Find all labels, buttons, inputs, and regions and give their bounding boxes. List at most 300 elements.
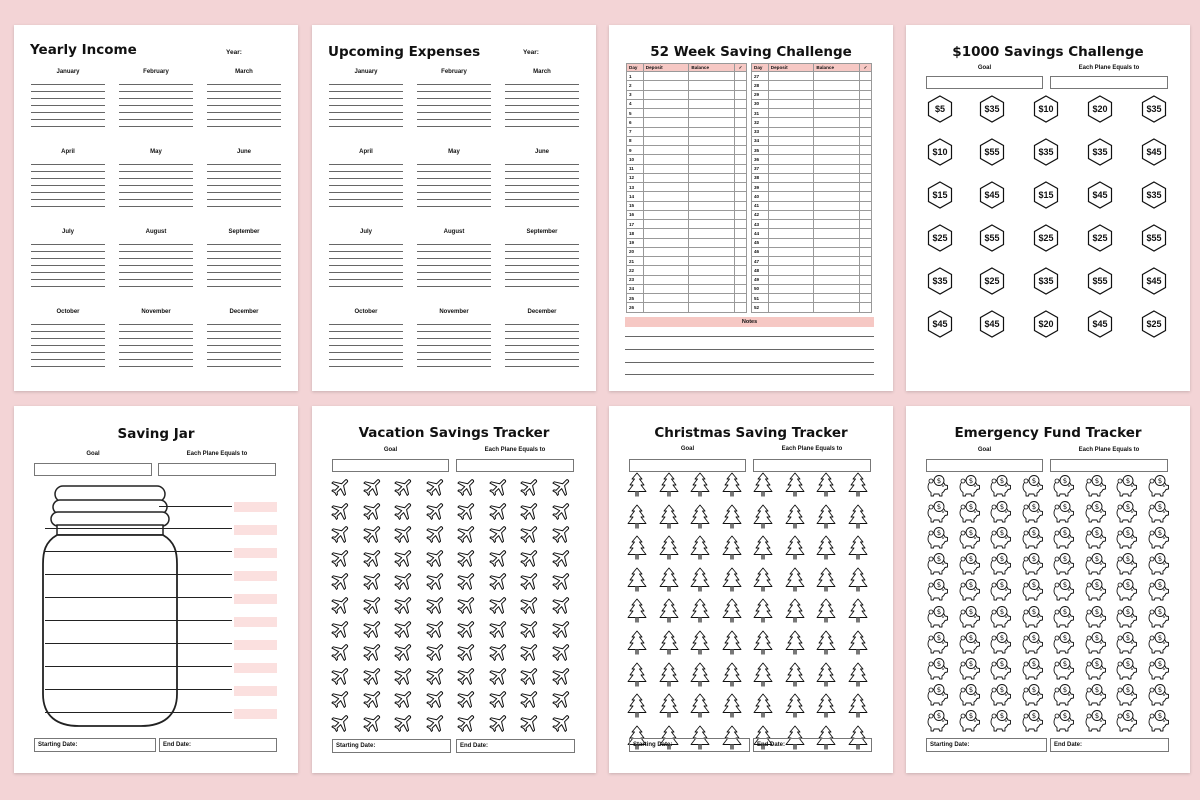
entry-line[interactable]	[417, 98, 491, 99]
amount-hexagon[interactable]	[978, 138, 1006, 166]
piggy-bank-icon[interactable]	[1082, 526, 1108, 553]
entry-line[interactable]	[207, 366, 281, 367]
entry-line[interactable]	[119, 324, 193, 325]
entry-line[interactable]	[417, 112, 491, 113]
christmas-tree-icon[interactable]	[659, 598, 685, 625]
entry-line[interactable]	[119, 185, 193, 186]
entry-cell[interactable]	[768, 284, 814, 293]
christmas-tree-icon[interactable]	[627, 693, 653, 720]
check-cell[interactable]	[734, 257, 746, 266]
christmas-tree-icon[interactable]	[690, 472, 716, 499]
entry-cell[interactable]	[814, 99, 860, 108]
piggy-bank-icon[interactable]	[956, 709, 982, 736]
christmas-tree-icon[interactable]	[722, 504, 748, 531]
entry-cell[interactable]	[643, 127, 689, 136]
check-cell[interactable]	[734, 284, 746, 293]
entry-line[interactable]	[505, 171, 579, 172]
entry-cell[interactable]	[814, 201, 860, 210]
entry-line[interactable]	[505, 119, 579, 120]
christmas-tree-icon[interactable]	[690, 630, 716, 657]
piggy-bank-icon[interactable]	[1113, 552, 1139, 579]
entry-line[interactable]	[417, 324, 491, 325]
piggy-bank-icon[interactable]	[1113, 474, 1139, 501]
entry-line[interactable]	[31, 119, 105, 120]
christmas-tree-icon[interactable]	[659, 693, 685, 720]
entry-cell[interactable]	[768, 229, 814, 238]
entry-cell[interactable]	[689, 99, 735, 108]
goal-field[interactable]	[629, 459, 746, 472]
entry-line[interactable]	[505, 105, 579, 106]
christmas-tree-icon[interactable]	[627, 472, 653, 499]
entry-line[interactable]	[329, 199, 403, 200]
entry-cell[interactable]	[689, 109, 735, 118]
entry-cell[interactable]	[814, 109, 860, 118]
entry-cell[interactable]	[643, 294, 689, 303]
entry-line[interactable]	[505, 251, 579, 252]
piggy-bank-icon[interactable]	[1145, 474, 1171, 501]
piggy-bank-icon[interactable]	[1019, 683, 1045, 710]
christmas-tree-icon[interactable]	[659, 630, 685, 657]
entry-line[interactable]	[31, 91, 105, 92]
amount-hexagon[interactable]	[926, 224, 954, 252]
piggy-bank-icon[interactable]	[1050, 552, 1076, 579]
check-cell[interactable]	[859, 192, 871, 201]
entry-line[interactable]	[417, 331, 491, 332]
entry-cell[interactable]	[768, 99, 814, 108]
entry-line[interactable]	[31, 126, 105, 127]
entry-line[interactable]	[505, 338, 579, 339]
piggy-bank-icon[interactable]	[1050, 709, 1076, 736]
entry-line[interactable]	[329, 98, 403, 99]
entry-line[interactable]	[119, 199, 193, 200]
entry-line[interactable]	[417, 192, 491, 193]
amount-hexagon[interactable]	[1032, 95, 1060, 123]
entry-line[interactable]	[207, 199, 281, 200]
entry-line[interactable]	[207, 345, 281, 346]
christmas-tree-icon[interactable]	[722, 630, 748, 657]
entry-cell[interactable]	[814, 90, 860, 99]
christmas-tree-icon[interactable]	[848, 535, 874, 562]
jar-amount-field[interactable]	[234, 548, 277, 558]
entry-line[interactable]	[31, 171, 105, 172]
check-cell[interactable]	[859, 173, 871, 182]
amount-hexagon[interactable]	[1086, 181, 1114, 209]
entry-line[interactable]	[207, 265, 281, 266]
christmas-tree-icon[interactable]	[848, 598, 874, 625]
entry-line[interactable]	[119, 272, 193, 273]
entry-line[interactable]	[119, 251, 193, 252]
christmas-tree-icon[interactable]	[690, 504, 716, 531]
entry-line[interactable]	[119, 258, 193, 259]
piggy-bank-icon[interactable]	[1145, 605, 1171, 632]
entry-line[interactable]	[119, 206, 193, 207]
entry-line[interactable]	[119, 119, 193, 120]
piggy-bank-icon[interactable]	[956, 552, 982, 579]
check-cell[interactable]	[734, 118, 746, 127]
entry-line[interactable]	[417, 84, 491, 85]
entry-line[interactable]	[31, 258, 105, 259]
each-plane-field[interactable]	[1050, 459, 1168, 472]
entry-cell[interactable]	[768, 146, 814, 155]
amount-hexagon[interactable]	[1086, 267, 1114, 295]
entry-line[interactable]	[417, 178, 491, 179]
jar-amount-field[interactable]	[234, 525, 277, 535]
piggy-bank-icon[interactable]	[1019, 500, 1045, 527]
entry-cell[interactable]	[643, 238, 689, 247]
check-cell[interactable]	[734, 220, 746, 229]
entry-line[interactable]	[119, 192, 193, 193]
entry-line[interactable]	[119, 126, 193, 127]
entry-line[interactable]	[207, 338, 281, 339]
entry-cell[interactable]	[768, 192, 814, 201]
entry-line[interactable]	[207, 119, 281, 120]
entry-cell[interactable]	[643, 257, 689, 266]
entry-line[interactable]	[505, 258, 579, 259]
entry-cell[interactable]	[643, 90, 689, 99]
check-cell[interactable]	[859, 238, 871, 247]
entry-line[interactable]	[329, 178, 403, 179]
piggy-bank-icon[interactable]	[1050, 605, 1076, 632]
entry-cell[interactable]	[768, 210, 814, 219]
christmas-tree-icon[interactable]	[816, 662, 842, 689]
entry-cell[interactable]	[768, 257, 814, 266]
check-cell[interactable]	[859, 247, 871, 256]
entry-line[interactable]	[329, 119, 403, 120]
check-cell[interactable]	[859, 284, 871, 293]
entry-cell[interactable]	[814, 294, 860, 303]
entry-cell[interactable]	[814, 284, 860, 293]
amount-hexagon[interactable]	[1140, 310, 1168, 338]
piggy-bank-icon[interactable]	[1113, 709, 1139, 736]
piggy-bank-icon[interactable]	[1082, 500, 1108, 527]
piggy-bank-icon[interactable]	[924, 631, 950, 658]
christmas-tree-icon[interactable]	[816, 535, 842, 562]
entry-line[interactable]	[329, 359, 403, 360]
entry-line[interactable]	[329, 112, 403, 113]
entry-line[interactable]	[119, 91, 193, 92]
entry-line[interactable]	[207, 178, 281, 179]
entry-cell[interactable]	[643, 155, 689, 164]
piggy-bank-icon[interactable]	[1050, 631, 1076, 658]
piggy-bank-icon[interactable]	[1082, 683, 1108, 710]
check-cell[interactable]	[859, 275, 871, 284]
amount-hexagon[interactable]	[1140, 95, 1168, 123]
piggy-bank-icon[interactable]	[956, 578, 982, 605]
piggy-bank-icon[interactable]	[1019, 578, 1045, 605]
piggy-bank-icon[interactable]	[1082, 709, 1108, 736]
entry-cell[interactable]	[643, 109, 689, 118]
amount-hexagon[interactable]	[926, 267, 954, 295]
christmas-tree-icon[interactable]	[722, 535, 748, 562]
entry-line[interactable]	[329, 185, 403, 186]
check-cell[interactable]	[734, 210, 746, 219]
entry-cell[interactable]	[768, 183, 814, 192]
entry-line[interactable]	[119, 98, 193, 99]
entry-line[interactable]	[207, 164, 281, 165]
piggy-bank-icon[interactable]	[1050, 526, 1076, 553]
entry-line[interactable]	[417, 91, 491, 92]
entry-cell[interactable]	[814, 81, 860, 90]
check-cell[interactable]	[734, 90, 746, 99]
piggy-bank-icon[interactable]	[956, 683, 982, 710]
christmas-tree-icon[interactable]	[753, 630, 779, 657]
entry-line[interactable]	[31, 345, 105, 346]
piggy-bank-icon[interactable]	[987, 526, 1013, 553]
piggy-bank-icon[interactable]	[1019, 709, 1045, 736]
entry-line[interactable]	[31, 331, 105, 332]
amount-hexagon[interactable]	[978, 95, 1006, 123]
check-cell[interactable]	[859, 146, 871, 155]
amount-hexagon[interactable]	[1032, 181, 1060, 209]
airplane-icon[interactable]	[425, 712, 451, 739]
entry-cell[interactable]	[643, 210, 689, 219]
entry-line[interactable]	[207, 359, 281, 360]
amount-hexagon[interactable]	[1140, 138, 1168, 166]
goal-field[interactable]	[332, 459, 449, 472]
amount-hexagon[interactable]	[978, 310, 1006, 338]
piggy-bank-icon[interactable]	[924, 500, 950, 527]
christmas-tree-icon[interactable]	[690, 693, 716, 720]
entry-line[interactable]	[329, 91, 403, 92]
piggy-bank-icon[interactable]	[1145, 526, 1171, 553]
christmas-tree-icon[interactable]	[690, 662, 716, 689]
entry-cell[interactable]	[643, 247, 689, 256]
christmas-tree-icon[interactable]	[627, 630, 653, 657]
entry-line[interactable]	[329, 324, 403, 325]
amount-hexagon[interactable]	[1032, 224, 1060, 252]
entry-line[interactable]	[417, 359, 491, 360]
entry-cell[interactable]	[814, 146, 860, 155]
christmas-tree-icon[interactable]	[659, 472, 685, 499]
piggy-bank-icon[interactable]	[1050, 683, 1076, 710]
amount-hexagon[interactable]	[1086, 138, 1114, 166]
entry-cell[interactable]	[689, 275, 735, 284]
entry-line[interactable]	[31, 112, 105, 113]
entry-line[interactable]	[417, 286, 491, 287]
entry-line[interactable]	[31, 286, 105, 287]
check-cell[interactable]	[859, 127, 871, 136]
airplane-icon[interactable]	[393, 712, 419, 739]
entry-line[interactable]	[207, 258, 281, 259]
entry-line[interactable]	[31, 359, 105, 360]
amount-hexagon[interactable]	[1140, 181, 1168, 209]
piggy-bank-icon[interactable]	[987, 657, 1013, 684]
piggy-bank-icon[interactable]	[1113, 683, 1139, 710]
amount-hexagon[interactable]	[1032, 138, 1060, 166]
christmas-tree-icon[interactable]	[848, 472, 874, 499]
entry-line[interactable]	[119, 352, 193, 353]
check-cell[interactable]	[734, 173, 746, 182]
piggy-bank-icon[interactable]	[1145, 631, 1171, 658]
entry-cell[interactable]	[643, 192, 689, 201]
entry-cell[interactable]	[814, 118, 860, 127]
entry-cell[interactable]	[643, 146, 689, 155]
christmas-tree-icon[interactable]	[753, 598, 779, 625]
entry-line[interactable]	[31, 279, 105, 280]
check-cell[interactable]	[859, 294, 871, 303]
entry-cell[interactable]	[643, 303, 689, 312]
amount-hexagon[interactable]	[926, 138, 954, 166]
entry-cell[interactable]	[814, 155, 860, 164]
airplane-icon[interactable]	[519, 712, 545, 739]
check-cell[interactable]	[859, 220, 871, 229]
christmas-tree-icon[interactable]	[816, 693, 842, 720]
entry-line[interactable]	[119, 244, 193, 245]
entry-cell[interactable]	[643, 201, 689, 210]
piggy-bank-icon[interactable]	[1145, 683, 1171, 710]
entry-cell[interactable]	[768, 247, 814, 256]
entry-line[interactable]	[329, 244, 403, 245]
entry-line[interactable]	[207, 171, 281, 172]
check-cell[interactable]	[734, 247, 746, 256]
entry-line[interactable]	[329, 258, 403, 259]
entry-line[interactable]	[31, 84, 105, 85]
entry-line[interactable]	[417, 345, 491, 346]
each-plane-field[interactable]	[158, 463, 276, 476]
entry-line[interactable]	[417, 199, 491, 200]
entry-line[interactable]	[329, 272, 403, 273]
amount-hexagon[interactable]	[1086, 95, 1114, 123]
entry-line[interactable]	[329, 352, 403, 353]
entry-line[interactable]	[505, 324, 579, 325]
entry-cell[interactable]	[814, 183, 860, 192]
check-cell[interactable]	[859, 201, 871, 210]
entry-cell[interactable]	[643, 266, 689, 275]
piggy-bank-icon[interactable]	[924, 709, 950, 736]
christmas-tree-icon[interactable]	[785, 598, 811, 625]
christmas-tree-icon[interactable]	[848, 630, 874, 657]
starting-date-field[interactable]: Starting Date:	[332, 739, 451, 753]
entry-line[interactable]	[505, 265, 579, 266]
end-date-field[interactable]: End Date:	[1050, 738, 1169, 752]
entry-line[interactable]	[31, 185, 105, 186]
piggy-bank-icon[interactable]	[1113, 578, 1139, 605]
entry-cell[interactable]	[689, 173, 735, 182]
entry-line[interactable]	[505, 359, 579, 360]
jar-amount-field[interactable]	[234, 594, 277, 604]
entry-cell[interactable]	[643, 118, 689, 127]
entry-line[interactable]	[505, 345, 579, 346]
amount-hexagon[interactable]	[978, 267, 1006, 295]
entry-line[interactable]	[417, 171, 491, 172]
christmas-tree-icon[interactable]	[753, 504, 779, 531]
christmas-tree-icon[interactable]	[659, 504, 685, 531]
check-cell[interactable]	[859, 99, 871, 108]
entry-cell[interactable]	[643, 229, 689, 238]
piggy-bank-icon[interactable]	[956, 526, 982, 553]
check-cell[interactable]	[734, 136, 746, 145]
entry-line[interactable]	[207, 279, 281, 280]
amount-hexagon[interactable]	[1140, 224, 1168, 252]
christmas-tree-icon[interactable]	[722, 472, 748, 499]
christmas-tree-icon[interactable]	[627, 662, 653, 689]
entry-cell[interactable]	[768, 294, 814, 303]
entry-cell[interactable]	[689, 284, 735, 293]
entry-line[interactable]	[31, 244, 105, 245]
entry-cell[interactable]	[689, 81, 735, 90]
jar-amount-field[interactable]	[234, 709, 277, 719]
entry-cell[interactable]	[814, 266, 860, 275]
christmas-tree-icon[interactable]	[690, 567, 716, 594]
piggy-bank-icon[interactable]	[987, 552, 1013, 579]
notes-line[interactable]	[625, 362, 874, 363]
entry-cell[interactable]	[768, 238, 814, 247]
piggy-bank-icon[interactable]	[1082, 657, 1108, 684]
airplane-icon[interactable]	[456, 712, 482, 739]
piggy-bank-icon[interactable]	[1082, 474, 1108, 501]
christmas-tree-icon[interactable]	[816, 504, 842, 531]
piggy-bank-icon[interactable]	[1113, 605, 1139, 632]
christmas-tree-icon[interactable]	[785, 535, 811, 562]
entry-cell[interactable]	[689, 220, 735, 229]
each-plane-field[interactable]	[753, 459, 871, 472]
jar-amount-field[interactable]	[234, 571, 277, 581]
piggy-bank-icon[interactable]	[1050, 474, 1076, 501]
entry-line[interactable]	[417, 244, 491, 245]
entry-cell[interactable]	[689, 118, 735, 127]
entry-cell[interactable]	[814, 220, 860, 229]
check-cell[interactable]	[734, 99, 746, 108]
christmas-tree-icon[interactable]	[753, 567, 779, 594]
check-cell[interactable]	[734, 183, 746, 192]
piggy-bank-icon[interactable]	[1050, 500, 1076, 527]
entry-line[interactable]	[329, 192, 403, 193]
jar-amount-field[interactable]	[234, 663, 277, 673]
entry-cell[interactable]	[643, 164, 689, 173]
entry-line[interactable]	[207, 244, 281, 245]
check-cell[interactable]	[734, 266, 746, 275]
entry-line[interactable]	[119, 345, 193, 346]
entry-line[interactable]	[329, 286, 403, 287]
entry-cell[interactable]	[814, 275, 860, 284]
entry-line[interactable]	[207, 286, 281, 287]
entry-line[interactable]	[417, 206, 491, 207]
check-cell[interactable]	[734, 81, 746, 90]
entry-line[interactable]	[207, 105, 281, 106]
entry-line[interactable]	[505, 352, 579, 353]
entry-line[interactable]	[505, 185, 579, 186]
piggy-bank-icon[interactable]	[924, 474, 950, 501]
entry-line[interactable]	[207, 112, 281, 113]
entry-line[interactable]	[207, 185, 281, 186]
entry-cell[interactable]	[689, 127, 735, 136]
amount-hexagon[interactable]	[1086, 310, 1114, 338]
entry-cell[interactable]	[814, 164, 860, 173]
piggy-bank-icon[interactable]	[924, 578, 950, 605]
starting-date-field[interactable]: Starting Date:	[629, 738, 750, 752]
piggy-bank-icon[interactable]	[987, 474, 1013, 501]
entry-cell[interactable]	[689, 257, 735, 266]
entry-line[interactable]	[505, 272, 579, 273]
amount-hexagon[interactable]	[926, 181, 954, 209]
christmas-tree-icon[interactable]	[659, 567, 685, 594]
check-cell[interactable]	[734, 275, 746, 284]
end-date-field[interactable]: End Date:	[456, 739, 575, 753]
entry-line[interactable]	[119, 286, 193, 287]
amount-hexagon[interactable]	[926, 310, 954, 338]
piggy-bank-icon[interactable]	[1050, 578, 1076, 605]
entry-line[interactable]	[505, 164, 579, 165]
entry-line[interactable]	[417, 251, 491, 252]
jar-amount-field[interactable]	[234, 617, 277, 627]
entry-line[interactable]	[119, 112, 193, 113]
entry-cell[interactable]	[814, 192, 860, 201]
check-cell[interactable]	[734, 201, 746, 210]
check-cell[interactable]	[859, 118, 871, 127]
check-cell[interactable]	[859, 136, 871, 145]
entry-line[interactable]	[505, 206, 579, 207]
entry-line[interactable]	[119, 178, 193, 179]
